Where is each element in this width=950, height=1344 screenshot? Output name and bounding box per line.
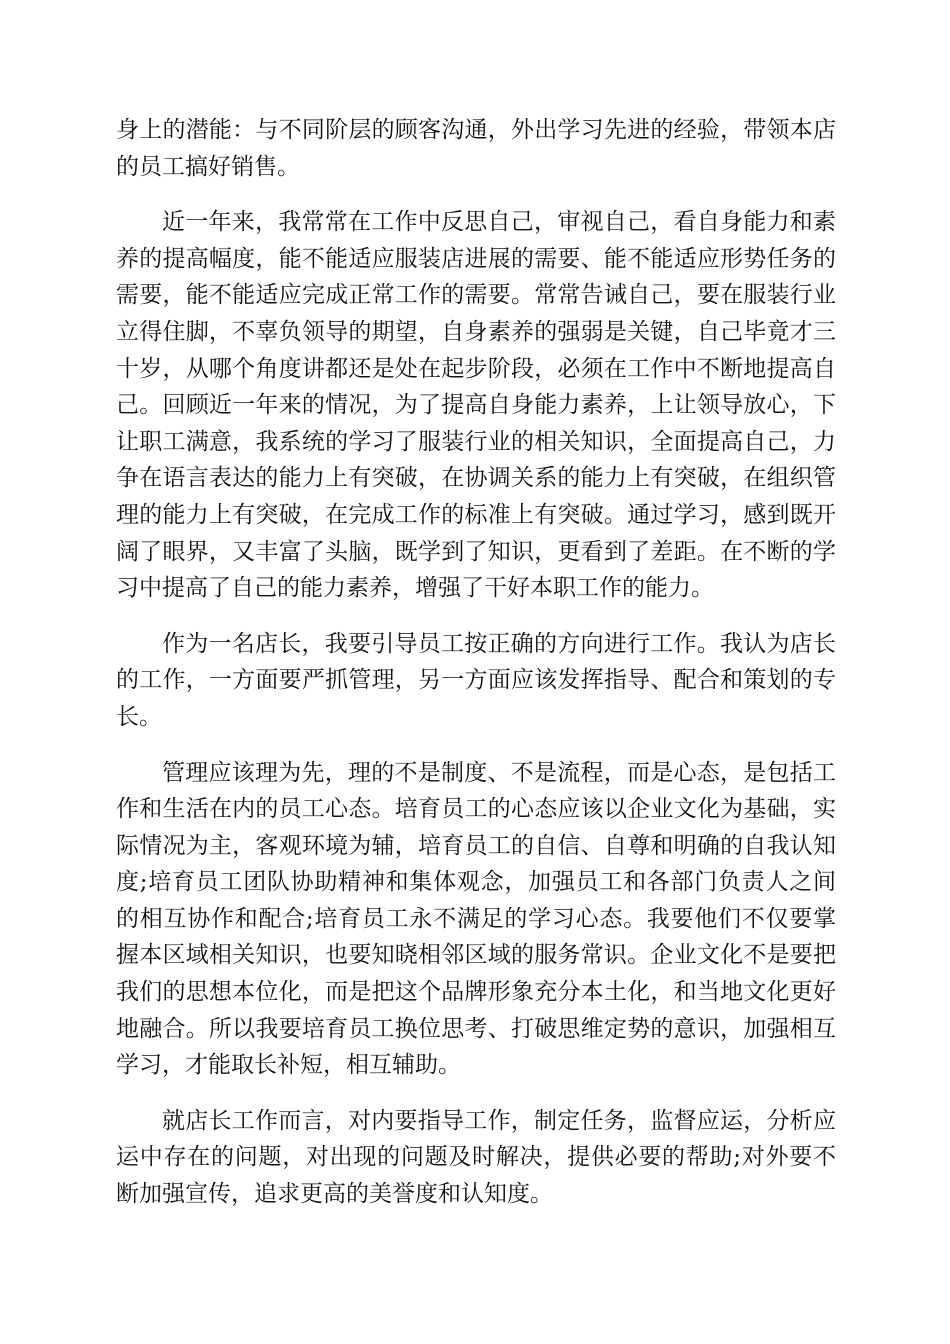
paragraph-store-manager-role: 作为一名店长，我要引导员工按正确的方向进行工作。我认为店长的工作，一方面要严抓管理，另一方面应该发挥指导、配合和策划的专长。	[116, 630, 836, 730]
paragraph-self-reflection: 近一年来，我常常在工作中反思自己，审视自己，看自身能力和素养的提高幅度，能不能适应服装店进展的需要、能不能适应形势任务的需要，能不能适应完成正常工作的需要。常常告诫自己，要在服装行业立得住脚，不辜负领导的期望，自身素养的强弱是关键，自己毕竟才三十岁，从哪个角度讲都还是处在起步阶段，必须在工作中不断地提高自己。回顾近一年来的情况，为了提高自身能力素养，上让领导放心，下让职工满意，我系统的学习了服装行业的相关知识，全面提高自己，力争在语言表达的能力上有突破，在协调关系的能力上有突破，在组织管理的能力上有突破，在完成工作的标准上有突破。通过学习，感到既开阔了眼界，又丰富了头脑，既学到了知识，更看到了差距。在不断的学习中提高了自己的能力素养，增强了干好本职工作的能力。	[116, 209, 836, 602]
paragraph-management-mindset: 管理应该理为先，理的不是制度、不是流程，而是心态，是包括工作和生活在内的员工心态。培育员工的心态应该以企业文化为基础，实际情况为主，客观环境为辅，培育员工的自信、自尊和明确的自我认知度;培育员工团队协助精神和集体观念，加强员工和各部门负责人之间的相互协作和配合;培育员工永不满足的学习心态。我要他们不仅要掌握本区域相关知识，也要知晓相邻区域的服务常识。企业文化不是要把我们的思想本位化，而是把这个品牌形象充分本土化，和当地文化更好地融合。所以我要培育员工换位思考、打破思维定势的意识，加强相互学习，才能取长补短，相互辅助。	[116, 759, 836, 1079]
document-body	[116, 112, 836, 1232]
paragraph-manager-duties: 就店长工作而言，对内要指导工作，制定任务，监督应运，分析应运中存在的问题，对出现的问题及时解决，提供必要的帮助;对外要不断加强宣传，追求更高的美誉度和认知度。	[116, 1107, 836, 1208]
paragraph-continuation: 身上的潜能：与不同阶层的顾客沟通，外出学习先进的经验，带领本店的员工搞好销售。	[116, 117, 836, 180]
